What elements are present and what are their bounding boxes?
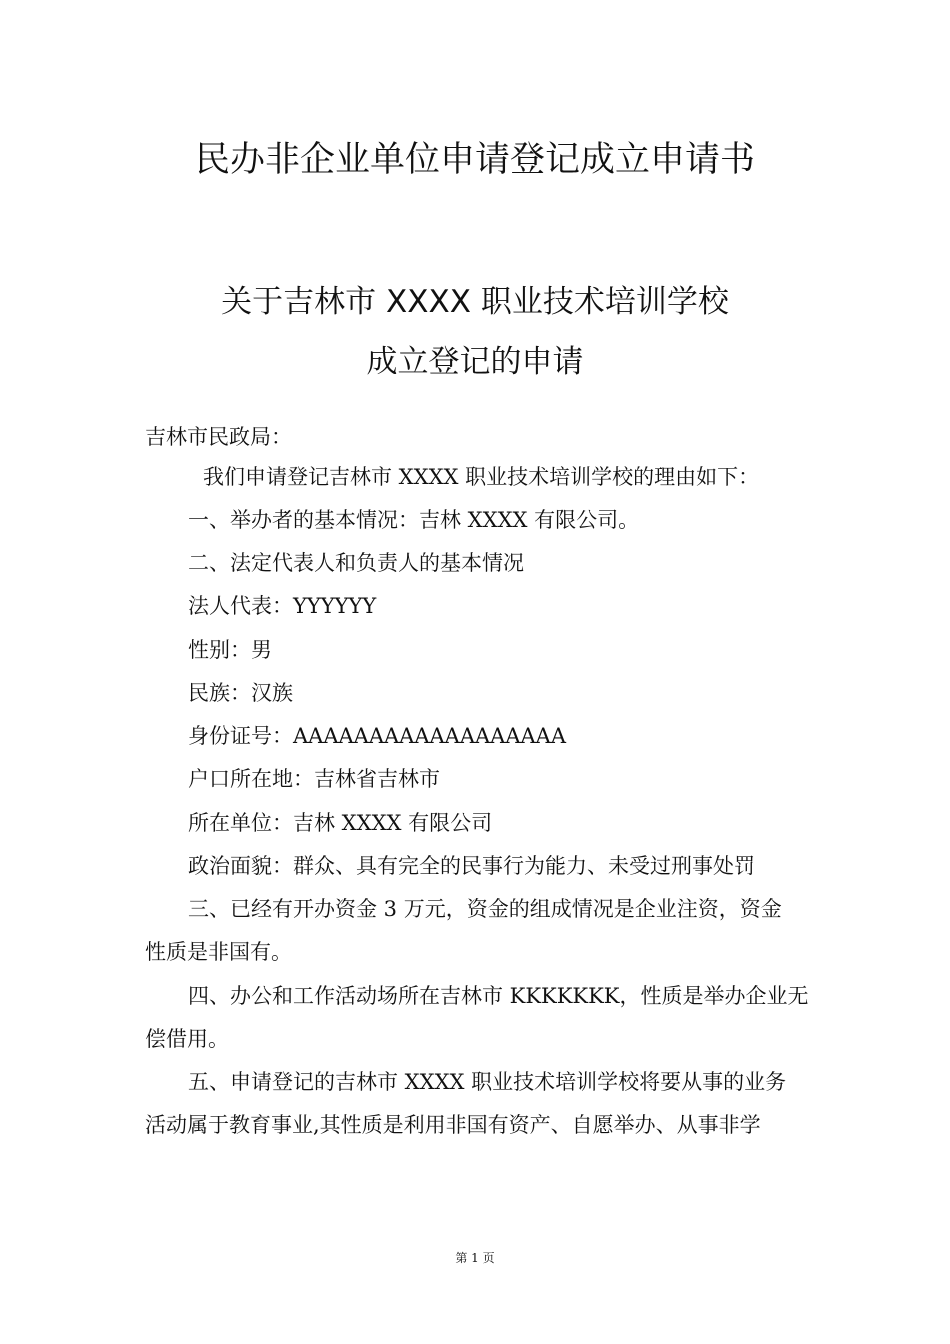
ethnicity-line: 民族：汉族	[188, 681, 293, 705]
household-line: 户口所在地：吉林省吉林市	[188, 767, 440, 791]
section-5-line-2: 活动属于教育事业,其性质是利用非国有资产、自愿举办、从事非学	[145, 1113, 761, 1137]
political-status-line: 政治面貌：群众、具有完全的民事行为能力、未受过刑事处罚	[188, 854, 755, 878]
employer-line: 所在单位：吉林 XXXX 有限公司	[188, 811, 493, 835]
page-number-footer: 第 1 页	[455, 1251, 495, 1265]
section-5-line-1: 五、申请登记的吉林市 XXXX 职业技术培训学校将要从事的业务	[188, 1070, 787, 1094]
gender-line: 性别：男	[188, 638, 272, 662]
section-1-text: 一、举办者的基本情况：吉林 XXXX 有限公司。	[188, 508, 640, 532]
intro-paragraph: 我们申请登记吉林市 XXXX 职业技术培训学校的理由如下：	[203, 465, 760, 489]
section-3-line-1: 三、已经有开办资金 3 万元，资金的组成情况是企业注资，资金	[188, 897, 782, 921]
section-3-line-2: 性质是非国有。	[145, 940, 292, 964]
id-number-line: 身份证号：AAAAAAAAAAAAAAAAAA	[188, 724, 566, 748]
legal-rep-line: 法人代表：YYYYYY	[188, 594, 377, 618]
subtitle-line-2: 成立登记的申请	[366, 344, 584, 380]
section-2-heading: 二、法定代表人和负责人的基本情况	[188, 551, 524, 575]
salutation: 吉林市民政局：	[145, 425, 292, 449]
section-4-line-1: 四、办公和工作活动场所在吉林市 KKKKKKK，性质是举办企业无	[188, 984, 809, 1008]
document-title: 民办非企业单位申请登记成立申请书	[194, 140, 755, 180]
section-4-line-2: 偿借用。	[145, 1027, 229, 1051]
subtitle-line-1: 关于吉林市 XXXX 职业技术培训学校	[221, 284, 729, 320]
